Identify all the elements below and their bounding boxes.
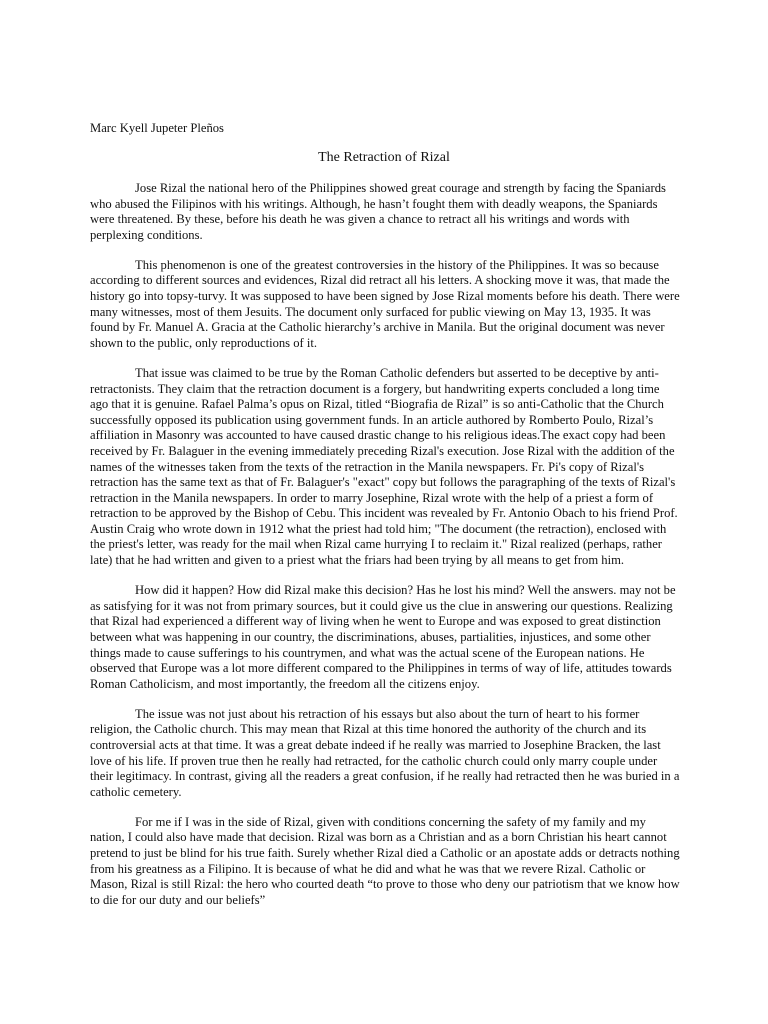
paragraph-6: For me if I was in the side of Rizal, given with conditions concerning the safety of my family and my nation, I could also have made that decision. Rizal was born as a Christian and as a born Christian his heart cannot pretend to just be blind for his true faith. Surely whether Rizal died a Catholic or an apostate adds or detracts nothing from his greatness as a Filipino. It is because of what he did and what he was that we revere Rizal. Catholic or Mason, Rizal is still Rizal: the hero who courted death “to prove to those who deny our patriotism that we know how to die for our duty and our beliefs”: [90, 814, 680, 907]
paragraph-4: How did it happen? How did Rizal make this decision? Has he lost his mind? Well the answers. may not be as satisfying for it was not from primary sources, but it could give us the clue in answering our questions. Realizing that Rizal had experienced a different way of living when he went to Europe and was exposed to great distinction between what was happening in our country, the discriminations, abuses, partialities, injustices, and some other things made to cause sufferings to his countrymen, and what was the actual scene of the European nations. He observed that Europe was a lot more different compared to the Philippines in terms of way of life, attitudes towards Roman Catholicism, and most importantly, the freedom all the citizens enjoy.: [90, 583, 676, 691]
paragraph-1: Jose Rizal the national hero of the Philippines showed great courage and strength by facing the Spaniards who abused the Filipinos with his writings. Although, he hasn’t fought them with deadly weapons, the Spaniards were threatened. By these, before his death he was given a chance to retract all his writings and words with perplexing conditions.: [90, 181, 666, 242]
paragraph-5: The issue was not just about his retraction of his essays but also about the turn of heart to his former religion, the Catholic church. This may mean that Rizal at this time honored the authority of the church and its controversial acts at that time. It was a great debate indeed if he really was married to Josephine Bracken, the last love of his life. If proven true then he really had retracted, for the catholic church could only marry couple under their legitimacy. In contrast, giving all the readers a great confusion, if he really had retracted then he was buried in a catholic cemetery.: [90, 706, 680, 799]
paragraph-3: That issue was claimed to be true by the Roman Catholic defenders but asserted to be deceptive by anti-retractonists. They claim that the retraction document is a forgery, but handwriting experts concluded a long time ago that it is genuine. Rafael Palma’s opus on Rizal, titled “Biografia de Rizal” is so anti-Catholic that the Church successfully opposed its publication using government funds. In an article authored by Romberto Poulo, Rizal’s affiliation in Masonry was accounted to have caused drastic change to his religious ideas.The exact copy had been received by Fr. Balaguer in the evening immediately preceding Rizal's execution. Jose Rizal with the addition of the names of the witnesses taken from the texts of the retraction in the Manila newspapers. Fr. Pi's copy of Rizal's retraction has the same text as that of Fr. Balaguer's "exact" copy but follows the paragraphing of the texts of Rizal's retraction in the Manila newspapers. In order to marry Josephine, Rizal wrote with the help of a priest a form of retraction to be approved by the Bishop of Cebu. This incident was revealed by Fr. Antonio Obach to his friend Prof. Austin Craig who wrote down in 1912 what the priest had told him; "The document (the retraction), enclosed with the priest's letter, was ready for the mail when Rizal came hurrying I to reclaim it." Rizal realized (perhaps, rather late) that he had written and given to a priest what the friars had been trying by all means to get from him.: [90, 365, 678, 568]
document-body: [90, 181, 680, 923]
paragraph-2: This phenomenon is one of the greatest controversies in the history of the Philippines. It was so because according to different sources and evidences, Rizal did retract all his letters. A shocking move it was, that made the history go into topsy-turvy. It was supposed to have been signed by Jose Rizal moments before his death. There were many witnesses, most of them Jesuits. The document only surfaced for public viewing on May 13, 1935. It was found by Fr. Manuel A. Gracia at the Catholic hierarchy’s archive in Manila. But the original document was never shown to the public, only reproductions of it.: [90, 257, 680, 350]
document-title: The Retraction of Rizal: [318, 150, 450, 165]
author-name: Marc Kyell Jupeter Pleños: [90, 121, 224, 135]
